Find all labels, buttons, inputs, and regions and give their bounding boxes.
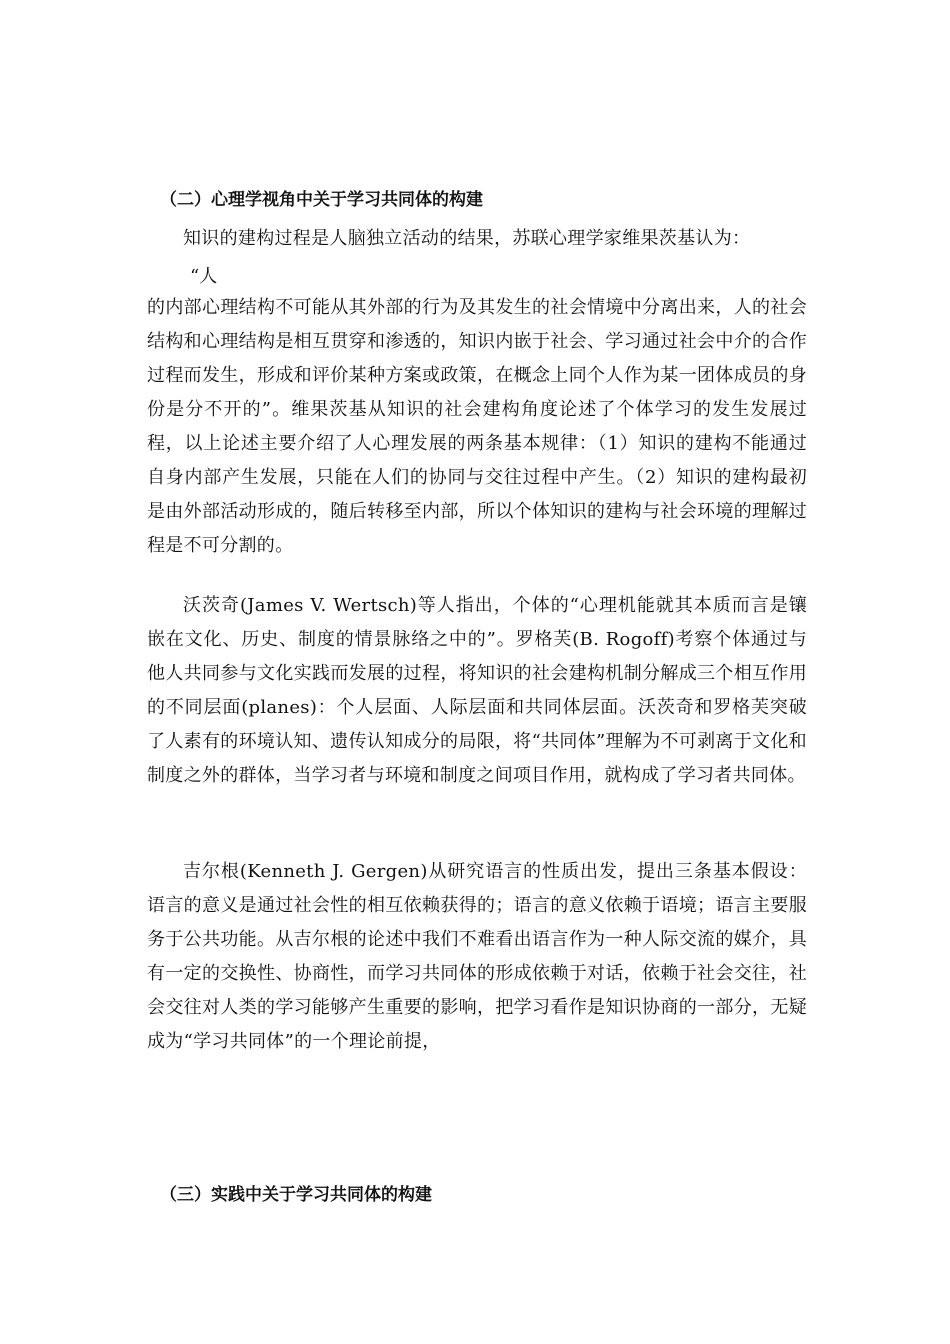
paragraph-3: 吉尔根(Kenneth J. Gergen)从研究语言的性质出发，提出三条基本假设：语言的意义是通过社会性的相互依赖获得的；语言的意义依赖于语境；语言主要服务于公共功能。从吉尔根的论述中我们不难看出语言作为一种人际交流的媒介，具有一定的交换性、协商性，而学习共同体的形成依赖于对话，依赖于社会交往，社会交往对人类的学习能够产生重要的影响，把学习看作是知识协商的一部分，无疑成为“学习共同体”的一个理论前提，	[147, 861, 807, 1052]
paragraph-2: 沃茨奇(James V. Wertsch)等人指出，个体的“心理机能就其本质而言是镶嵌在文化、历史、制度的情景脉络之中的”。罗格芙(B. Rogoff)考察个体通过与他人共同参与文化实践而发展的过程，将知识的社会建构机制分解成三个相互作用的不同层面(planes)：个人层面、人际层面和共同体层面。沃茨奇和罗格芙突破了人素有的环境认知、遗传认知成分的局限，将“共同体”理解为不可剥离于文化和制度之外的群体，当学习者与环境和制度之间项目作用，就构成了学习者共同体。	[147, 595, 807, 786]
paragraph-1-quote-open: “人	[190, 266, 218, 287]
section-heading-2: （二）心理学视角中关于学习共同体的构建	[160, 190, 483, 210]
section-heading-3: （三）实践中关于学习共同体的构建	[160, 1185, 432, 1205]
paragraph-1-body: 的内部心理结构不可能从其外部的行为及其发生的社会情境中分离出来，人的社会结构和心理结构是相互贯穿和渗透的，知识内嵌于社会、学习通过社会中介的合作过程而发生，形成和评价某种方案或政策，在概念上同个人作为某一团体成员的身份是分不开的”。维果茨基从知识的社会建构角度论述了个体学习的发生发展过程，以上论述主要介绍了人心理发展的两条基本规律：（1）知识的建构不能通过自身内部产生发展，只能在人们的协同与交往过程中产生。（2）知识的建构最初是由外部活动形成的，随后转移至内部，所以个体知识的建构与社会环境的理解过程是不可分割的。	[147, 297, 807, 556]
paragraph-1-lead: 知识的建构过程是人脑独立活动的结果，苏联心理学家维果茨基认为：	[183, 228, 751, 249]
